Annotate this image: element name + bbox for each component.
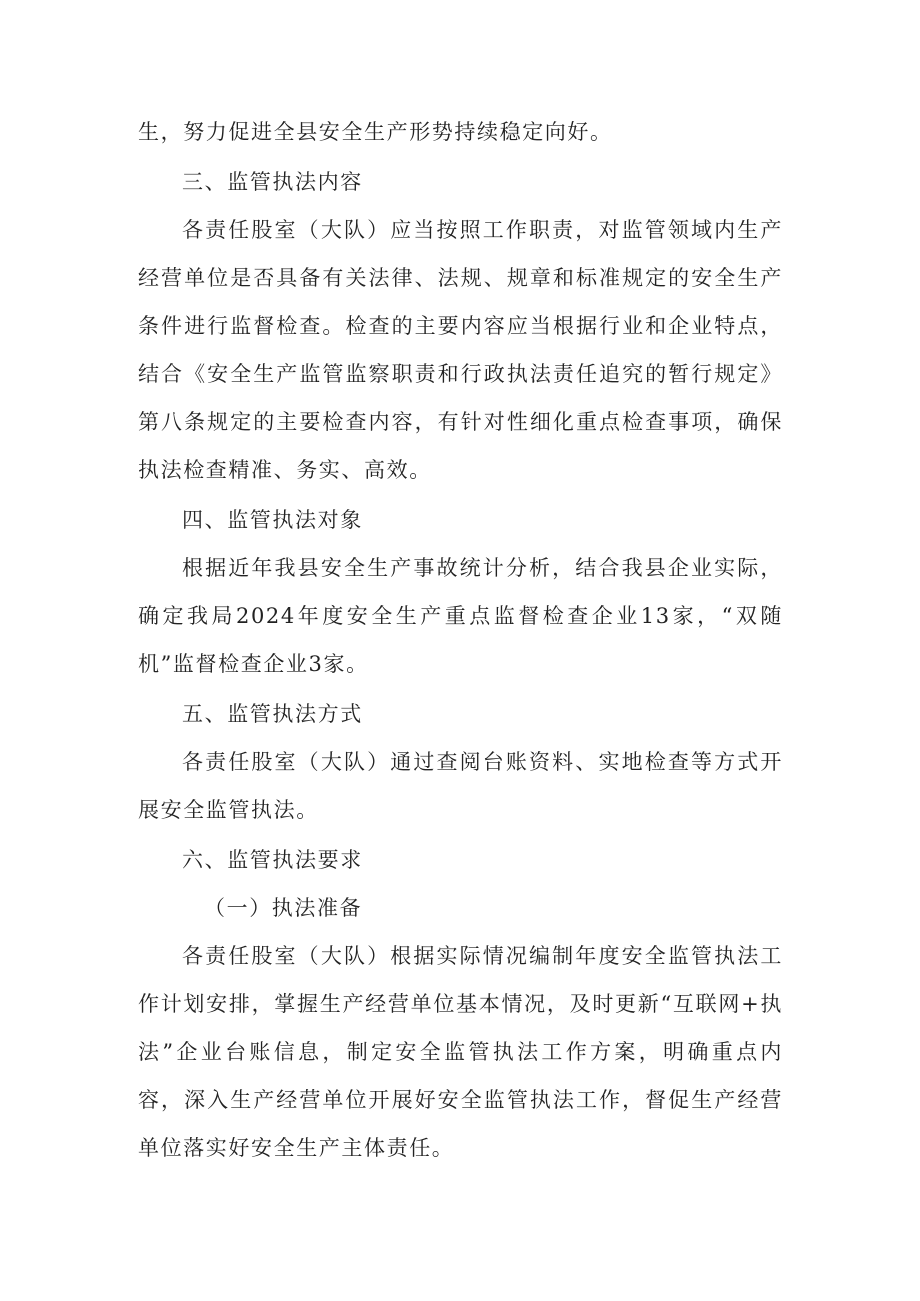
paragraph-section-4: 根据近年我县安全生产事故统计分析，结合我县企业实际，确定我局2024年度安全生产重点监督检查企业13家，“双随机”监督检查企业3家。: [138, 556, 783, 676]
document-body: [138, 108, 783, 1172]
section-heading-3: 三、监管执法内容: [182, 170, 363, 194]
section-heading-4: 四、监管执法对象: [182, 508, 363, 532]
paragraph-section-5: 各责任股室（大队）通过查阅台账资料、实地检查等方式开展安全监管执法。: [138, 750, 783, 822]
section-heading-6: 六、监管执法要求: [182, 848, 363, 872]
subsection-heading-6-1: （一）执法准备: [204, 896, 363, 920]
section-heading-5: 五、监管执法方式: [182, 702, 363, 726]
paragraph-section-6-1: 各责任股室（大队）根据实际情况编制年度安全监管执法工作计划安排，掌握生产经营单位基本情况，及时更新“互联网+执法”企业台账信息，制定安全监管执法工作方案，明确重点内容，深入生产经营单位开展好安全监管执法工作，督促生产经营单位落实好安全生产主体责任。: [138, 944, 783, 1160]
paragraph-section-3: 各责任股室（大队）应当按照工作职责，对监管领域内生产经营单位是否具备有关法律、法规、规章和标准规定的安全生产条件进行监督检查。检查的主要内容应当根据行业和企业特点，结合《安全生产监管监察职责和行政执法责任追究的暂行规定》第八条规定的主要检查内容，有针对性细化重点检查事项，确保执法检查精准、务实、高效。: [138, 218, 783, 482]
paragraph-continuation: 生，努力促进全县安全生产形势持续稳定向好。: [138, 120, 613, 144]
